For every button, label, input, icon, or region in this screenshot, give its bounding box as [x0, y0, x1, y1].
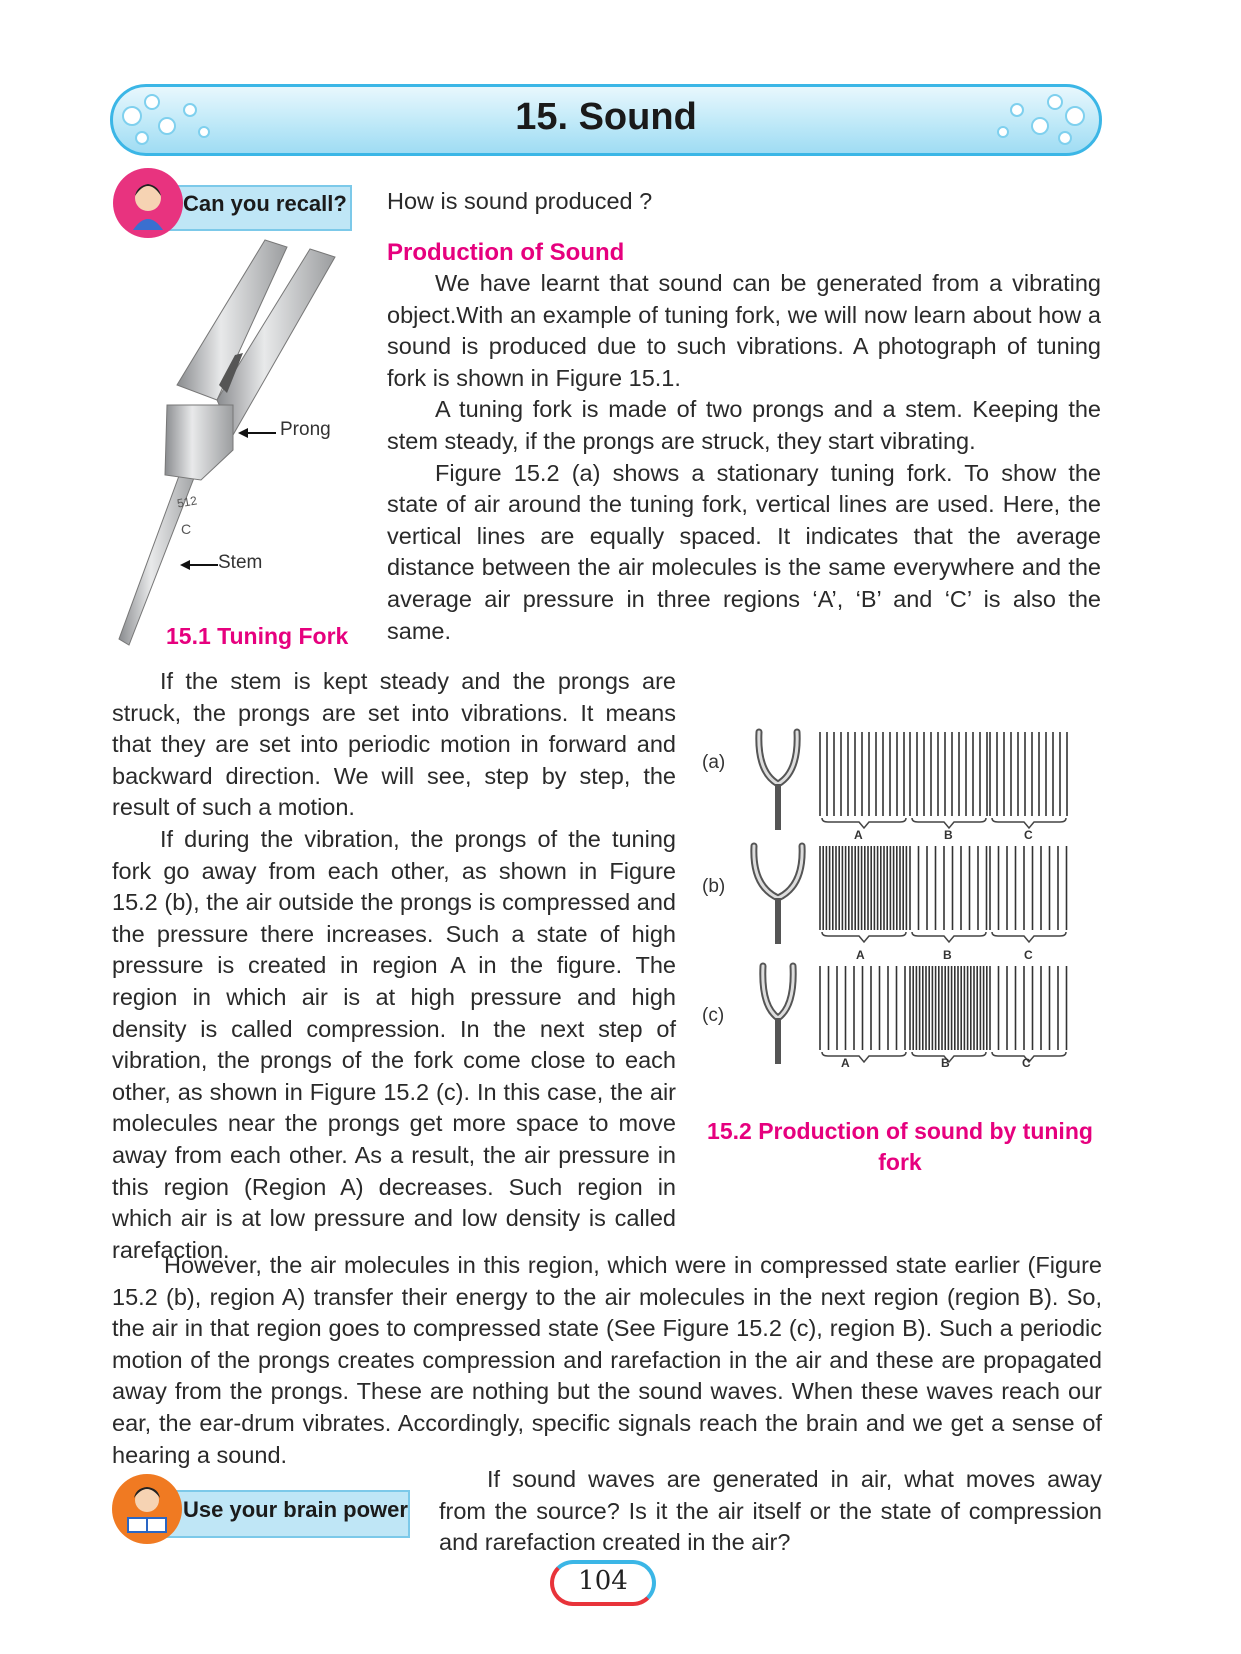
region-bracket-b	[822, 932, 906, 942]
paragraph-intro: We have learnt that sound can be generated from a vibrating object.With an example of tuning fork, we will now learn about how a sound is produced due to such vibrations. A photograph of tuning fork is shown in Figure 15.1.	[387, 270, 1101, 391]
panel-a-label: (a)	[702, 752, 726, 773]
fork-a-prongs	[759, 732, 797, 784]
top-text-block	[387, 268, 1101, 647]
chapter-title: 15. Sound	[515, 96, 697, 138]
fork-stem	[119, 465, 199, 645]
figure-15-1-caption: 15.1 Tuning Fork	[166, 623, 349, 649]
fork-b-prongs	[754, 846, 802, 898]
panel-c-region-b: B	[941, 1056, 950, 1070]
figure-15-2-caption: 15.2 Production of sound by tuning fork	[707, 1118, 1093, 1175]
stem-label: Stem	[218, 552, 263, 573]
panel-c-region-c: C	[1022, 1056, 1031, 1070]
panel-b-region-c: C	[1024, 948, 1033, 962]
region-bracket-c	[822, 1052, 906, 1062]
tuning-fork-photo	[115, 235, 375, 655]
panel-b-label: (b)	[702, 876, 726, 897]
panel-c-region-a: A	[841, 1056, 850, 1070]
fork-letter-mark: C	[181, 521, 192, 537]
panel-a-region-b: B	[944, 828, 953, 842]
panel-a-region-c: C	[1024, 828, 1033, 842]
region-bracket-b	[912, 932, 986, 942]
panel-b-region-b: B	[943, 948, 952, 962]
girl-reading-icon	[112, 1474, 182, 1544]
paragraph-vibration: If the stem is kept steady and the prongs are struck, the prongs are set into vibrations. It means that they are set into periodic motion in forward and backward direction. We will see, step by step, the result of such a motion.	[112, 668, 676, 821]
left-text-block	[112, 666, 676, 1266]
brain-question: If sound waves are generated in air, what moves away from the source? Is it the air itself or the state of compression and rarefaction created in the air?	[439, 1466, 1102, 1556]
full-text-block	[112, 1250, 1102, 1471]
fork-frequency-mark: 512	[175, 493, 199, 511]
panel-c-label: (c)	[702, 1005, 725, 1026]
brain-question-block	[439, 1464, 1102, 1559]
page-number: 104	[578, 1566, 628, 1596]
prong-arrow-icon	[238, 425, 278, 441]
panel-b-region-a: A	[856, 948, 865, 962]
region-bracket-a	[822, 818, 906, 828]
region-bracket-a	[912, 818, 986, 828]
paragraph-stationary: Figure 15.2 (a) shows a stationary tuning fork. To show the state of air around the tuning fork, vertical lines are used. Here, the vertical lines are equally spaced. It indicates that the average distance between the air molecules is the same everywhere and the average air pressure in three regions ‘A’, ‘B’ and ‘C’ is also the same.	[387, 459, 1101, 644]
paragraph-compression-rarefaction: If during the vibration, the prongs of the tuning fork go away from each other, as shown in Figure 15.2 (b), the air outside the prongs is compressed and the pressure there increases. Such a state of high pressure is created in region A in the figure. The region in which air is at high pressure and high density is called compression. In the next step of vibration, the prongs of the fork come close to each other, as shown in Figure 15.2 (c). In this case, the air molecules near the prongs get more space to move away from each other. As a result, the air pressure in this region (Region A) decreases. Such region in which air is at low pressure and low density is called rarefaction.	[112, 825, 676, 1263]
region-bracket-a	[992, 818, 1066, 828]
recall-label: Can you recall?	[183, 191, 347, 216]
section-heading: Production of Sound	[387, 239, 625, 266]
fork-c-prongs	[763, 966, 793, 1018]
prong-label: Prong	[280, 419, 331, 440]
girl-thinking-icon	[113, 168, 183, 238]
brain-power-label: Use your brain power	[183, 1497, 408, 1522]
stem-arrow-icon	[180, 557, 220, 573]
fork-prongs	[165, 240, 335, 480]
recall-question: How is sound produced ?	[387, 188, 653, 214]
panel-a-region-a: A	[854, 828, 863, 842]
figure-15-2-diagram	[740, 722, 1080, 1092]
paragraph-sound-waves: However, the air molecules in this region, which were in compressed state earlier (Figure 15.2 (b), region A) transfer their energy to the air molecules in the next region (region B). So, the air in that region goes to compressed state (See Figure 15.2 (c), region B). Such a periodic motion of the prongs creates compression and rarefaction in the air and these are propagated away from the prongs. These are nothing but the sound waves. When these waves reach our ear, the ear-drum vibrates. Accordingly, specific signals reach the brain and we get a sense of hearing a sound.	[112, 1252, 1102, 1468]
region-bracket-b	[992, 932, 1066, 942]
paragraph-fork-parts: A tuning fork is made of two prongs and a stem. Keeping the stem steady, if the prongs are struck, they start vibrating.	[387, 396, 1101, 454]
fork-b-highlight	[754, 846, 802, 898]
